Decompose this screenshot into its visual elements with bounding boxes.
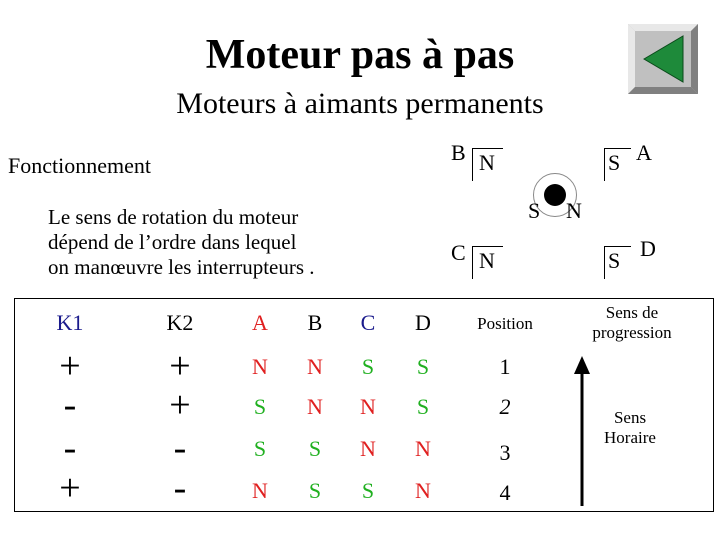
row1-b: N — [307, 354, 323, 379]
coil-b-pole: N — [479, 150, 495, 175]
row2-k2: + — [169, 384, 191, 426]
row4-a: N — [252, 478, 268, 503]
description-line: dépend de l’ordre dans lequel — [48, 230, 297, 254]
row2-b: N — [307, 394, 323, 419]
row4-k2: - — [173, 467, 187, 509]
row2-d: S — [416, 394, 430, 419]
up-arrow-icon — [572, 356, 592, 506]
direction-label-line: Horaire — [604, 428, 656, 447]
row1-k1: + — [59, 345, 81, 387]
coil-label-c: C — [451, 240, 466, 265]
row1-k2: + — [169, 345, 191, 387]
col-header-c: C — [360, 310, 376, 335]
row3-k1: - — [63, 427, 77, 469]
description-line: Le sens de rotation du moteur — [48, 205, 299, 229]
row3-k2: - — [173, 427, 187, 469]
coil-a-pole: S — [608, 150, 621, 175]
coil-label-d: D — [640, 236, 656, 261]
row2-c: N — [360, 394, 376, 419]
col-header-k1: K1 — [56, 310, 84, 335]
progression-header-line: Sens de — [605, 303, 659, 322]
row4-b: S — [308, 478, 322, 503]
col-header-k2: K2 — [166, 310, 194, 335]
row1-a: N — [252, 354, 268, 379]
row3-b: S — [308, 436, 322, 461]
direction-label-line: Sens — [613, 408, 647, 427]
direction-label — [592, 408, 668, 448]
row4-k1: + — [59, 467, 81, 509]
row4-position: 4 — [499, 480, 511, 505]
col-header-d: D — [415, 310, 431, 335]
coil-label-a: A — [636, 140, 652, 165]
row2-position: 2 — [499, 394, 511, 419]
rotor-axis-icon — [544, 184, 566, 206]
coil-d-pole: S — [608, 248, 621, 273]
description-line: on manœuvre les interrupteurs . — [48, 255, 315, 279]
row4-c: S — [361, 478, 375, 503]
row1-c: S — [361, 354, 375, 379]
back-nav-button[interactable] — [628, 24, 698, 94]
page-subtitle: Moteurs à aimants permanents — [176, 87, 544, 120]
progression-header-line: progression — [592, 323, 672, 342]
col-header-b: B — [307, 310, 323, 335]
col-header-position: Position — [477, 314, 533, 333]
section-label: Fonctionnement — [8, 153, 151, 178]
row2-a: S — [253, 394, 267, 419]
description — [48, 205, 378, 280]
row4-d: N — [415, 478, 431, 503]
back-triangle-icon — [628, 24, 698, 94]
row3-d: N — [415, 436, 431, 461]
row2-k1: - — [63, 384, 77, 426]
rotor-pole-s: S — [528, 198, 541, 223]
row1-d: S — [416, 354, 430, 379]
rotor-pole-n: N — [566, 198, 582, 223]
coil-c-pole: N — [479, 248, 495, 273]
row1-position: 1 — [499, 354, 511, 379]
coil-label-b: B — [451, 140, 466, 165]
row3-a: S — [253, 436, 267, 461]
page-title: Moteur pas à pas — [205, 32, 515, 78]
progression-header — [573, 303, 691, 343]
col-header-a: A — [252, 310, 268, 335]
row3-position: 3 — [499, 440, 511, 465]
row3-c: N — [360, 436, 376, 461]
